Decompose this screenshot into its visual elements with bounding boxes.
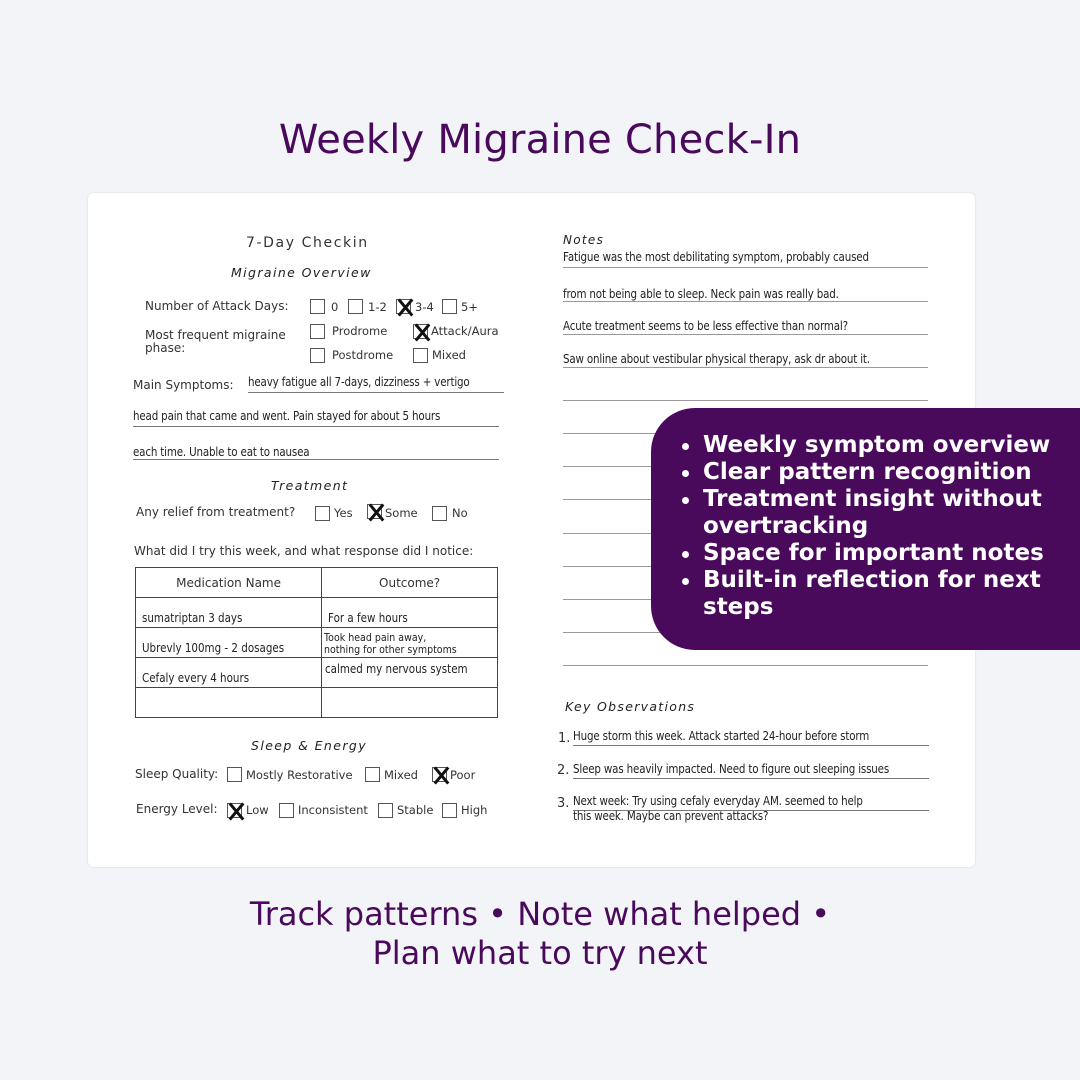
key-observations-heading: Key Observations <box>565 699 696 714</box>
checkbox-phase-mixed[interactable] <box>413 348 428 363</box>
underline <box>133 426 499 427</box>
medication-cell[interactable]: Ubrevly 100mg - 2 dosages <box>136 628 322 658</box>
observation-2[interactable]: Sleep was heavily impacted. Need to figure out sleeping issues <box>573 762 890 776</box>
energy-level-label: Energy Level: <box>136 802 218 816</box>
checkbox-relief-no[interactable] <box>432 506 447 521</box>
checkbox-attack-days-3-4[interactable] <box>396 299 411 314</box>
underline <box>573 745 929 746</box>
feature-item: Treatment insight without overtracking <box>679 486 1074 540</box>
feature-highlights-panel <box>651 408 1080 650</box>
notes-rule <box>563 334 928 335</box>
observation-number: 3. <box>557 796 570 811</box>
checkbox-energy-stable[interactable] <box>378 803 393 818</box>
option-label: Attack/Aura <box>431 324 499 338</box>
option-label: No <box>452 506 468 520</box>
section-heading-treatment: Treatment <box>271 478 349 493</box>
option-label: Mixed <box>384 768 418 782</box>
symptoms-line-1[interactable]: heavy fatigue all 7-days, dizziness + vertigo <box>248 375 470 389</box>
feature-item: Built-in reflection for next steps <box>679 567 1074 621</box>
attack-days-label: Number of Attack Days: <box>145 299 289 313</box>
section-heading-sleep-energy: Sleep & Energy <box>251 738 367 753</box>
checkbox-sleep-poor[interactable] <box>432 767 447 782</box>
option-label: Prodrome <box>332 324 388 338</box>
table-row <box>136 598 498 628</box>
notes-line-1[interactable]: Fatigue was the most debilitating symptom, probably caused <box>563 250 869 264</box>
tagline-line-2: Plan what to try next <box>372 934 708 972</box>
feature-item: Clear pattern recognition <box>679 459 1074 486</box>
notes-rule <box>563 367 928 368</box>
observation-3[interactable]: Next week: Try using cefaly everyday AM. seemed to help <box>573 794 863 808</box>
option-label: Poor <box>450 768 476 782</box>
option-label: Mostly Restorative <box>246 768 353 782</box>
option-label: Postdrome <box>332 348 394 362</box>
checkbox-relief-some[interactable] <box>367 504 382 519</box>
option-label: 1-2 <box>368 300 387 314</box>
observation-1[interactable]: Huge storm this week. Attack started 24-hour before storm <box>573 729 870 743</box>
checkbox-attack-days-5plus[interactable] <box>442 299 457 314</box>
checkbox-phase-attack-aura[interactable] <box>413 324 428 339</box>
table-header-row <box>136 568 498 598</box>
section-heading-overview: Migraine Overview <box>231 265 372 280</box>
treatment-prompt: What did I try this week, and what response did I notice: <box>134 544 474 558</box>
table-row <box>136 628 498 658</box>
phase-label-cont: phase: <box>145 341 186 355</box>
checkbox-phase-prodrome[interactable] <box>310 324 325 339</box>
option-label: 0 <box>331 300 339 314</box>
table-row <box>136 658 498 688</box>
medication-cell[interactable] <box>136 688 322 718</box>
checkbox-attack-days-0[interactable] <box>310 299 325 314</box>
main-symptoms-label: Main Symptoms: <box>133 378 234 392</box>
symptoms-line-3[interactable]: each time. Unable to eat to nausea <box>133 445 310 459</box>
observation-3-cont[interactable]: this week. Maybe can prevent attacks? <box>573 809 769 823</box>
outcome-cell[interactable] <box>322 688 498 718</box>
option-label: Inconsistent <box>298 803 368 817</box>
outcome-cell[interactable]: For a few hours <box>322 598 498 628</box>
page-title: Weekly Migraine Check-In <box>278 117 802 163</box>
checkbox-relief-yes[interactable] <box>315 506 330 521</box>
option-label: Mixed <box>432 348 466 362</box>
feature-item: Weekly symptom overview <box>679 432 1074 459</box>
checkbox-phase-postdrome[interactable] <box>310 348 325 363</box>
feature-list <box>679 432 1080 621</box>
medication-table <box>135 567 498 718</box>
checkbox-energy-high[interactable] <box>442 803 457 818</box>
notes-rule <box>563 665 928 666</box>
checkbox-sleep-mixed[interactable] <box>365 767 380 782</box>
checkbox-energy-low[interactable] <box>227 803 242 818</box>
observation-number: 2. <box>557 763 570 778</box>
feature-item: Space for important notes <box>679 540 1074 567</box>
underline <box>133 459 499 460</box>
outcome-cell[interactable]: Took head pain away, nothing for other symptoms <box>322 628 498 658</box>
option-label: Low <box>246 803 269 817</box>
outcome-cell[interactable]: calmed my nervous system <box>322 658 498 688</box>
notes-line-4[interactable]: Saw online about vestibular physical therapy, ask dr about it. <box>563 352 870 366</box>
option-label: 5+ <box>461 300 478 314</box>
tagline-line-1: Track patterns • Note what helped • <box>249 895 831 933</box>
notes-rule <box>563 267 928 268</box>
relief-label: Any relief from treatment? <box>136 505 296 519</box>
option-label: Yes <box>334 506 353 520</box>
observation-number: 1. <box>558 731 571 746</box>
notes-line-2[interactable]: from not being able to sleep. Neck pain was really bad. <box>563 287 839 301</box>
column-header-outcome: Outcome? <box>322 568 498 598</box>
option-label: 3-4 <box>415 300 434 314</box>
underline <box>248 392 504 393</box>
medication-cell[interactable]: Cefaly every 4 hours <box>136 658 322 688</box>
notes-line-3[interactable]: Acute treatment seems to be less effective than normal? <box>563 319 848 333</box>
table-row <box>136 688 498 718</box>
notes-heading: Notes <box>563 233 605 247</box>
underline <box>573 778 929 779</box>
checkbox-attack-days-1-2[interactable] <box>348 299 363 314</box>
sleep-quality-label: Sleep Quality: <box>135 767 219 781</box>
medication-cell[interactable]: sumatriptan 3 days <box>136 598 322 628</box>
checkbox-sleep-mostly-restorative[interactable] <box>227 767 242 782</box>
notes-rule <box>563 400 928 401</box>
symptoms-line-2[interactable]: head pain that came and went. Pain stayed for about 5 hours <box>133 409 441 423</box>
notes-rule <box>563 301 928 302</box>
option-label: Stable <box>397 803 434 817</box>
column-header-medication: Medication Name <box>136 568 322 598</box>
option-label: High <box>461 803 488 817</box>
phase-label: Most frequent migraine <box>145 328 286 342</box>
tagline <box>0 895 1080 973</box>
option-label: Some <box>385 506 418 520</box>
checkbox-energy-inconsistent[interactable] <box>279 803 294 818</box>
form-title: 7-Day Checkin <box>246 235 369 251</box>
